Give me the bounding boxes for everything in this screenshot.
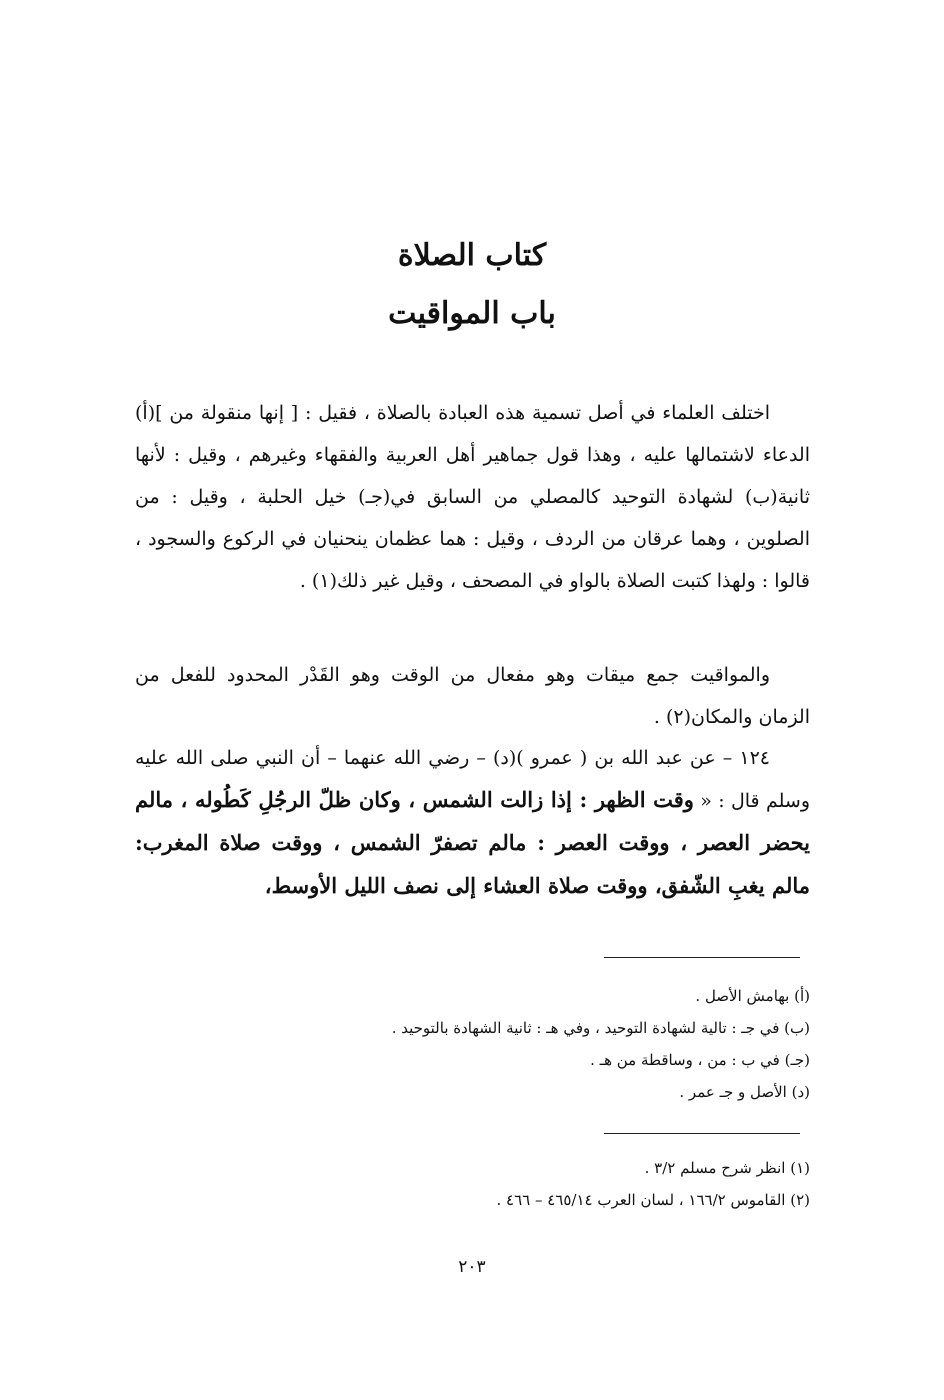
variant-note: (أ) بهامش الأصل .	[695, 987, 810, 1005]
reference-note: (١) انظر شرح مسلم ٣/٢ .	[644, 1159, 810, 1177]
variant-note: (ب) في جـ : تالية لشهادة التوحيد ، وفي هـ : ثانية الشهادة بالتوحيد .	[391, 1019, 810, 1037]
reference-note: (٢) القاموس ١٦٦/٢ ، لسان العرب ٤٦٥/١٤ – ٤٦٦ .	[496, 1191, 810, 1209]
paragraph-salah-etymology	[135, 392, 810, 602]
variant-note: (جـ) في ب : من ، وساقطة من هـ .	[590, 1051, 810, 1069]
reference-notes	[300, 1152, 810, 1216]
paragraph-text: اختلف العلماء في أصل تسمية هذه العبادة بالصلاة ، فقيل : [ إنها منقولة من ](أ) الدعاء لاشتمالها عليه ، وهذا قول جماهير أهل العربية والفقهاء وغيرهم ، وقيل : لأنها ثانية(ب) لشهادة التوحيد كالمصلي من السابق في(جـ) خيل الحلبة ، وقيل : من الصلوين ، وهما عرقان من الردف ، وقيل : هما عظمان ينحنيان في الركوع والسجود ، قالوا : ولهذا كتبت الصلاة بالواو في المصحف ، وقيل غير ذلك(١) .	[135, 402, 810, 592]
hadith-chain: ١٢٤ – عن عبد الله بن ( عمرو )(د) – رضي الله عنهما – أن النبي صلى الله عليه وسلم قال : «	[135, 747, 810, 812]
variant-note: (د) الأصل و جـ عمر .	[679, 1083, 810, 1101]
paragraph-text: والمواقيت جمع ميقات وهو مفعال من الوقت وهو القَدْر المحدود للفعل من الزمان والمكان(٢) .	[135, 664, 810, 728]
hadith-124	[135, 737, 810, 908]
paragraph-mawaqit-definition	[135, 654, 810, 738]
variant-notes	[300, 980, 810, 1108]
page-number: ٢٠٣	[458, 1257, 486, 1277]
book-title: كتاب الصلاة	[397, 238, 547, 273]
hadith-text: وقت الظهر : إذا زالت الشمس ، وكان ظلّ الرجُلِ كَطُوله ، مالم يحضر العصر ، ووقت العصر : مالم تصفرّ الشمس ، ووقت صلاة المغرب: مالم يغبِ الشّفق، ووقت صلاة العشاء إلى نصف الليل الأوسط،	[135, 787, 810, 898]
footnote-divider	[604, 1133, 800, 1134]
hadith-paragraph	[135, 737, 810, 908]
footnote-divider	[604, 957, 800, 958]
chapter-title: باب المواقيت	[388, 296, 556, 331]
